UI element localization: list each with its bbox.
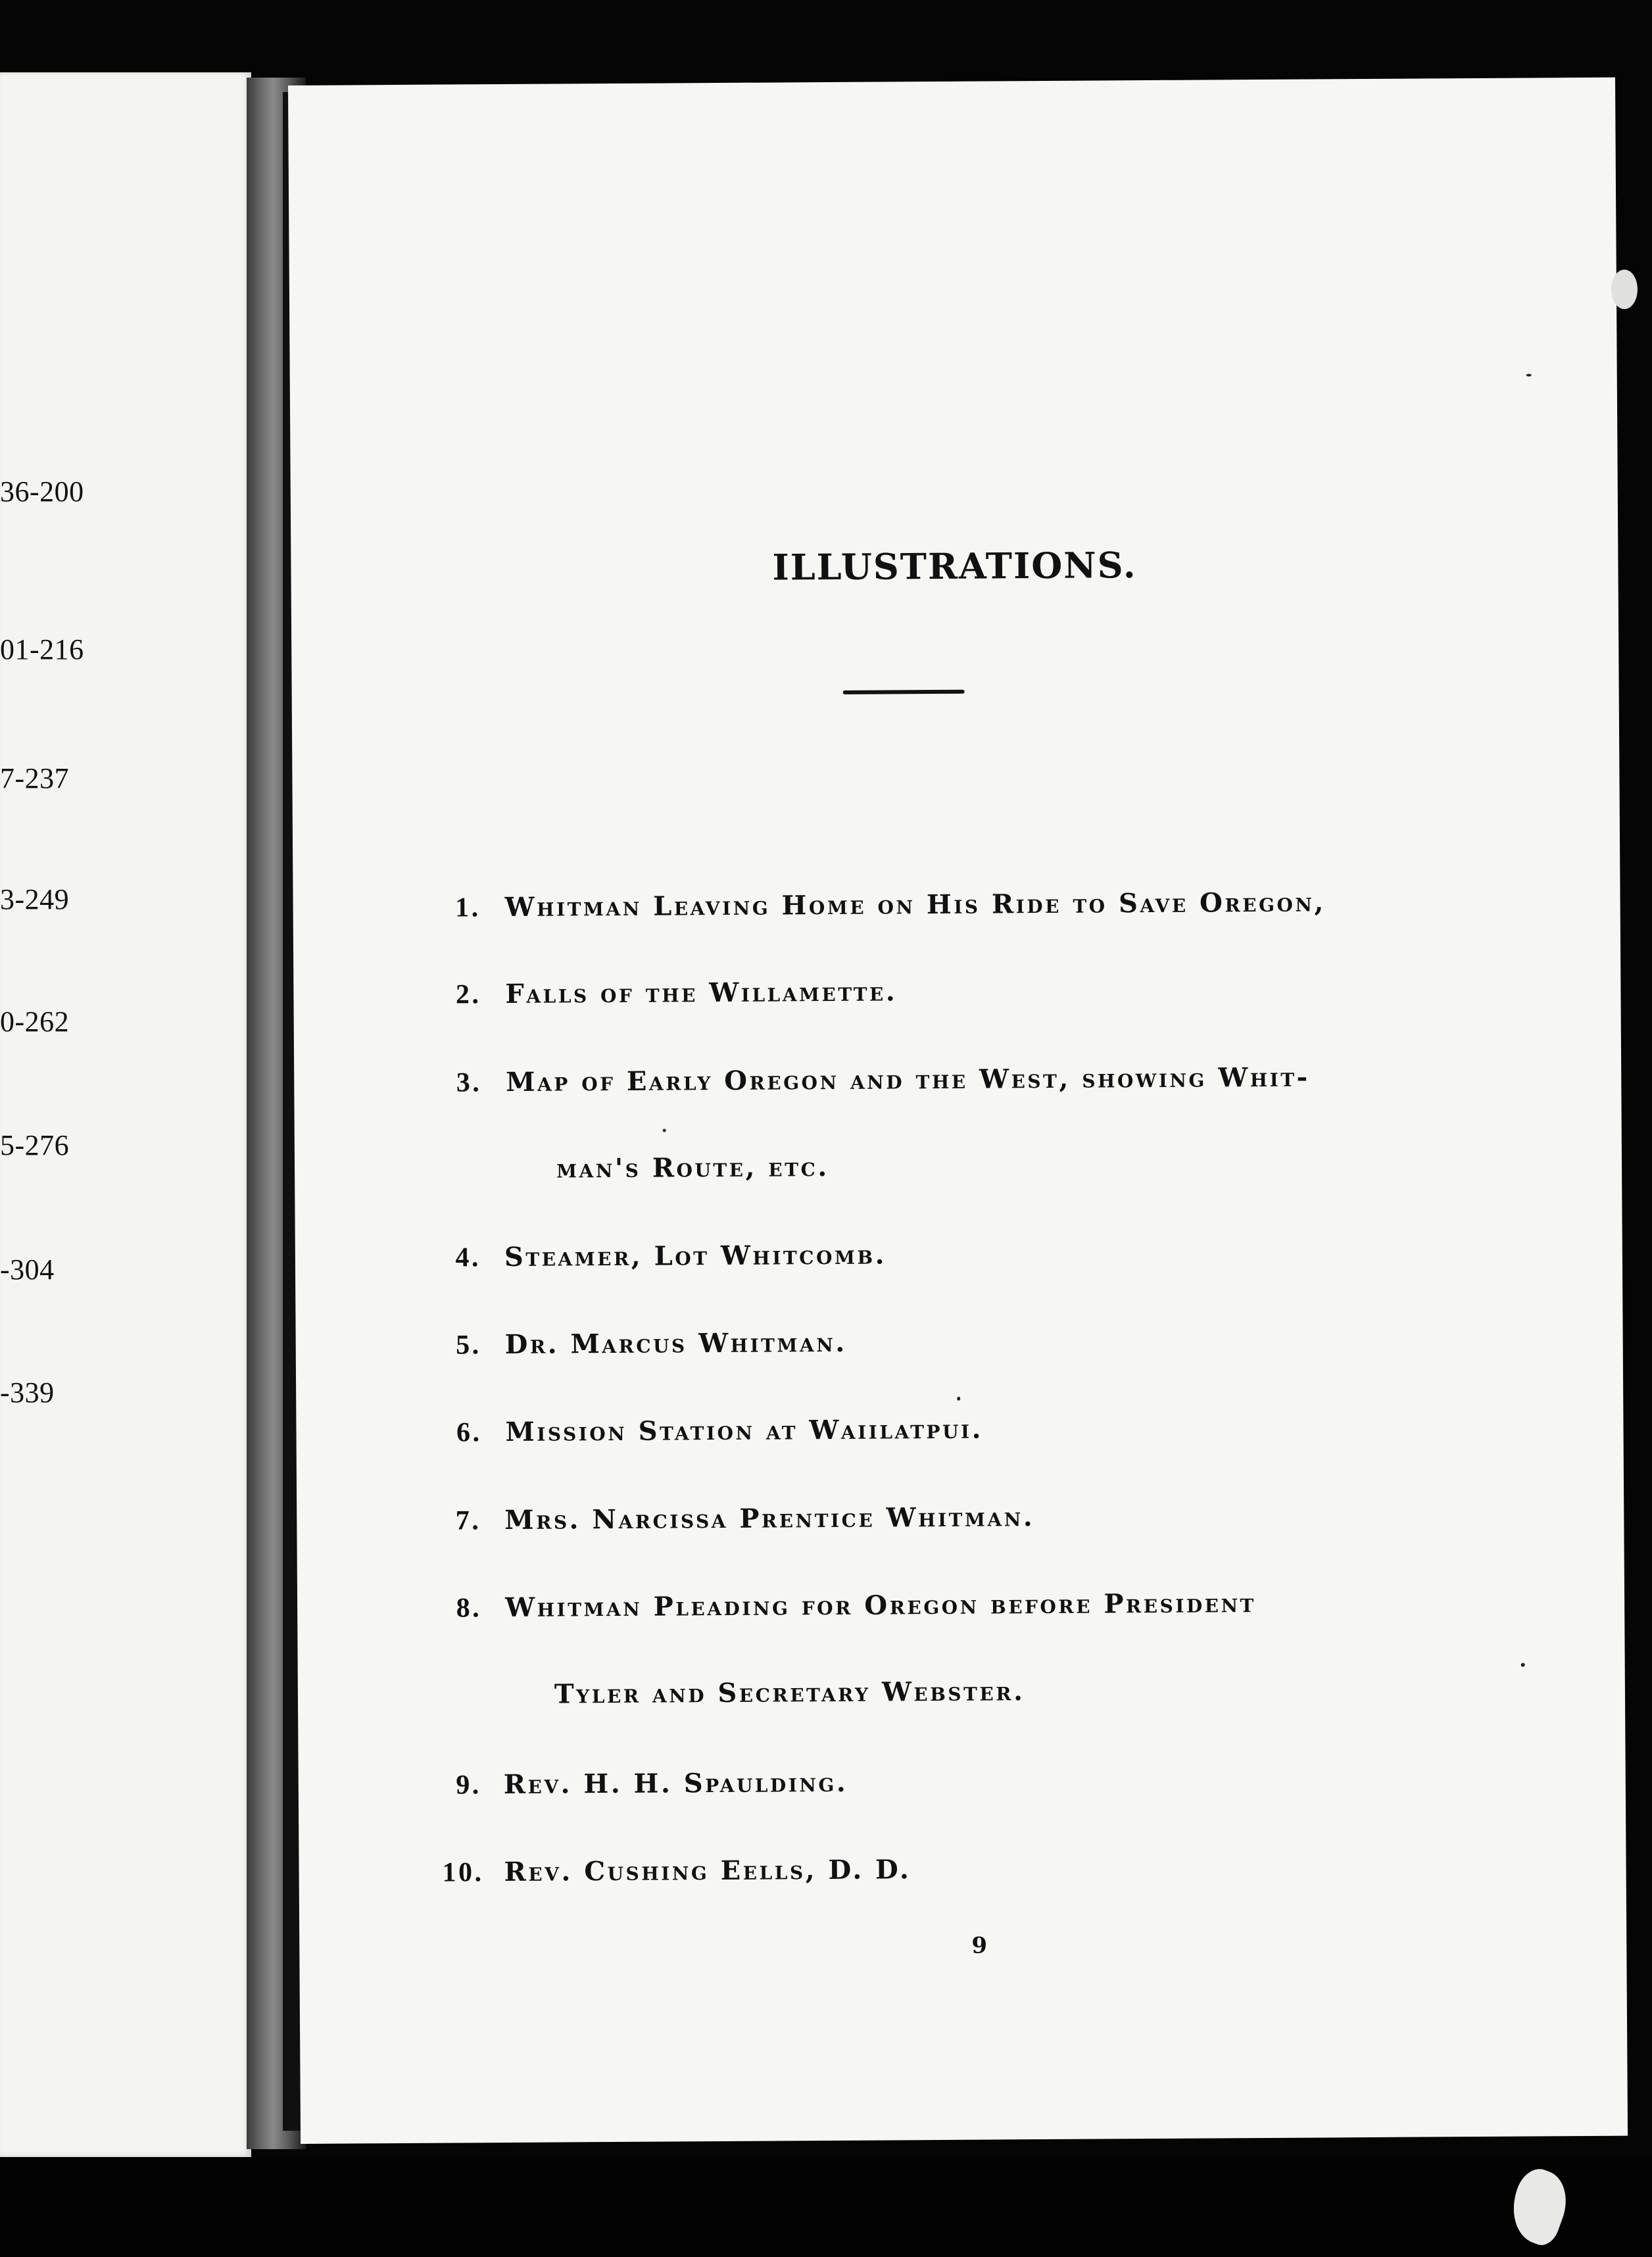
entry-number: 8. — [456, 1593, 482, 1624]
page-range: 5-276 — [0, 1129, 70, 1161]
scanner-bed-edge — [0, 2157, 1652, 2257]
entry-title: Falls of the Willamette. — [505, 976, 898, 1010]
illustrations-page — [288, 78, 1628, 2144]
entry-title: Whitman Leaving Home on His Ride to Save Oregon, — [504, 886, 1326, 923]
page-range: -339 — [0, 1376, 55, 1409]
entry-title-continuation: man's Route, etc. — [556, 1152, 829, 1184]
entry-number: 9. — [456, 1770, 481, 1801]
entry-title: Map of Early Oregon and the West, showing Whit- — [506, 1061, 1310, 1098]
entry-title: Rev. Cushing Eells, D. D. — [504, 1854, 911, 1888]
page-title: ILLUSTRATIONS. — [772, 544, 1137, 589]
entry-number: 7. — [455, 1505, 481, 1536]
scan-speck — [663, 1129, 666, 1132]
title-rule — [843, 690, 965, 694]
page-range: 7-237 — [0, 762, 70, 794]
page-range: -304 — [0, 1253, 55, 1286]
page-range: 36-200 — [0, 475, 84, 508]
entry-title: Mrs. Narcissa Prentice Whitman. — [504, 1501, 1035, 1536]
page-range: 01-216 — [0, 633, 84, 666]
scan-speck — [957, 1397, 960, 1401]
scan-artifact — [1611, 270, 1638, 309]
entry-number: 5. — [456, 1330, 481, 1361]
page-range: 3-249 — [0, 883, 70, 915]
entry-title: Steamer, Lot Whitcomb. — [504, 1239, 887, 1273]
scan-speck — [1521, 1663, 1525, 1667]
entry-number: 10. — [442, 1857, 484, 1888]
entry-title: Whitman Pleading for Oregon before President — [505, 1588, 1257, 1624]
entry-number: 4. — [455, 1242, 481, 1273]
previous-page-fragment — [0, 72, 251, 2157]
entry-title: Mission Station at Waiilatpui. — [505, 1413, 984, 1448]
entry-number: 6. — [456, 1417, 482, 1448]
entry-number: 1. — [455, 892, 481, 923]
entry-title: Rev. H. H. Spaulding. — [503, 1766, 848, 1801]
entry-number: 2. — [455, 979, 481, 1010]
entry-number: 3. — [456, 1067, 482, 1098]
entry-title-continuation: Tyler and Secretary Webster. — [554, 1676, 1025, 1710]
entry-title: Dr. Marcus Whitman. — [504, 1326, 847, 1361]
page-range: 0-262 — [0, 1006, 70, 1038]
scan-speck — [1526, 374, 1532, 376]
page-number: 9 — [971, 1932, 988, 1959]
